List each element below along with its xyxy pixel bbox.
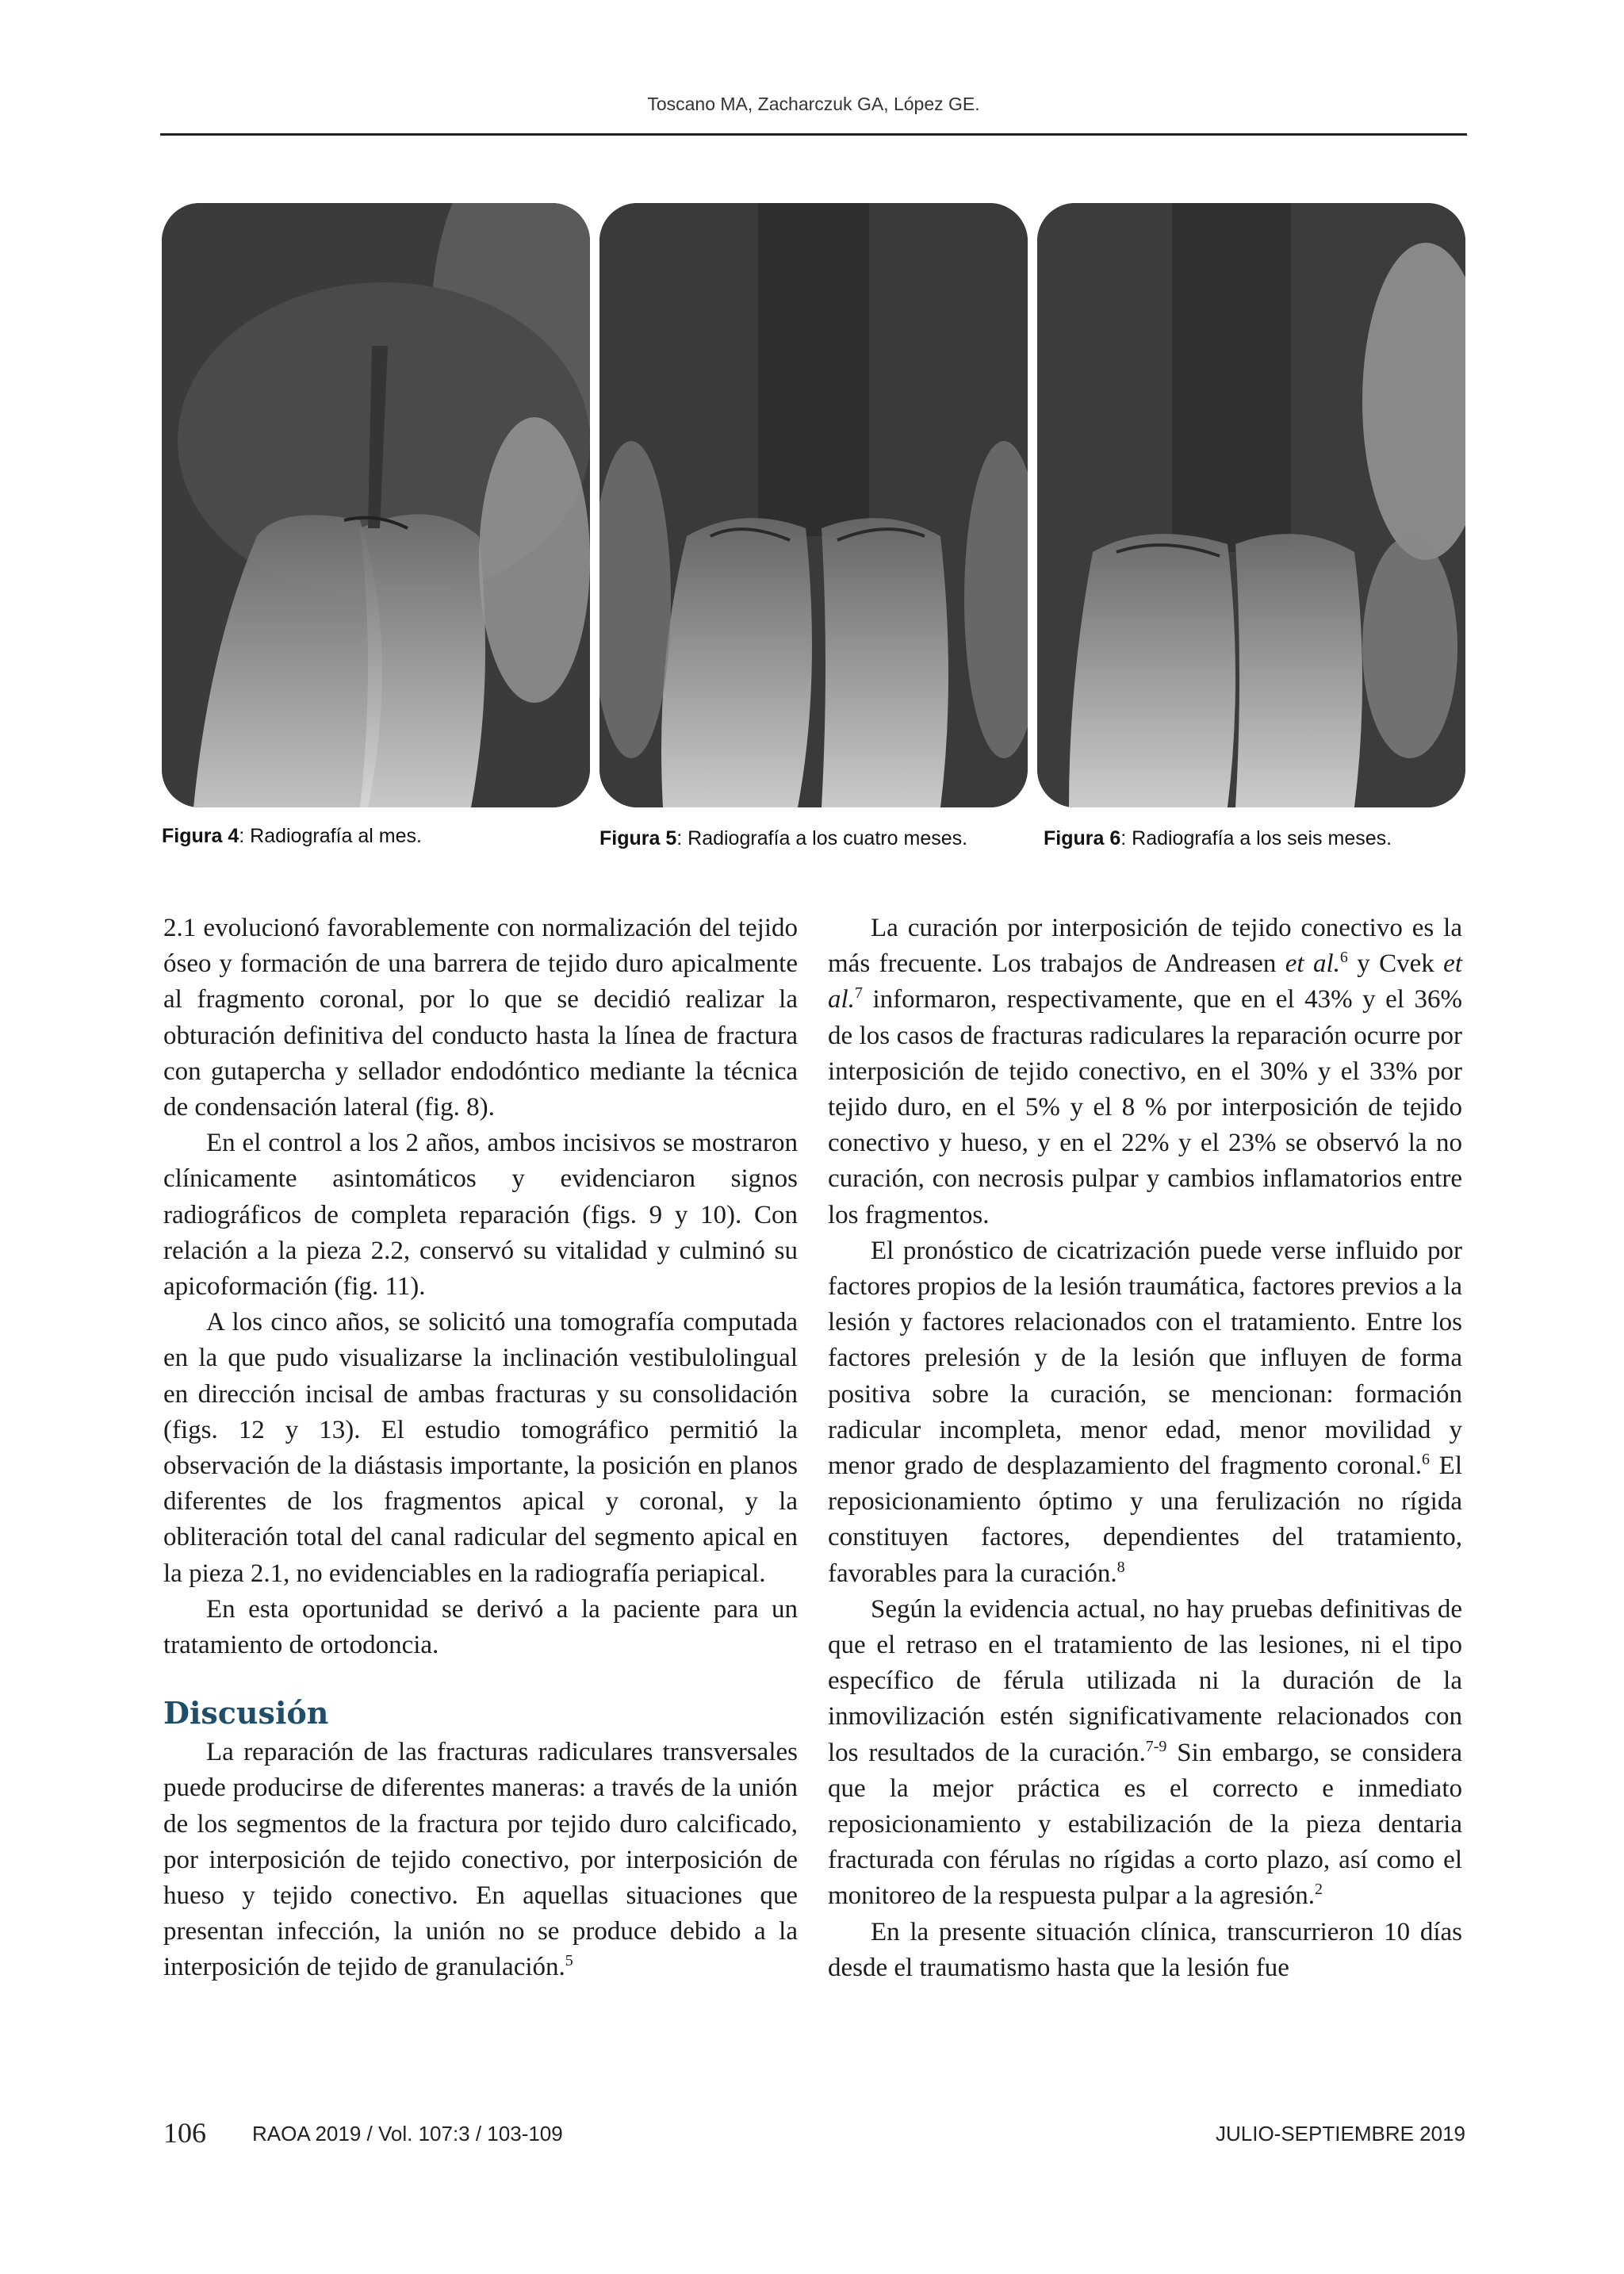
header-divider [160, 133, 1467, 136]
paragraph: En el control a los 2 años, ambos incisivos se mostraron clínicamente asintomáticos y evidenciaron signos radiográficos de completa reparación (figs. 9 y 10). Con relación a la pieza 2.2, conservó su vitalidad y culminó su apicoformación (fig. 11). [163, 1129, 798, 1302]
paragraph: En esta oportunidad se derivó a la paciente para un tratamiento de ortodoncia. [163, 1594, 798, 1660]
paragraph: En la presente situación clínica, transcurrieron 10 días desde el traumatismo hasta que la lesión fue [828, 1917, 1462, 1982]
figure-5-caption: Figura 5: Radiografía a los cuatro meses. [599, 827, 968, 849]
paragraph: 2.1 evolucionó favorablemente con normalización del tejido óseo y formación de una barrera de tejido duro apicalmente al fragmento coronal, por lo que se decidió realizar la obturación definitiva del conducto hasta la línea de fractura con gutapercha y sellador endodóntico mediante la técnica de condensación lateral (fig. 8). [163, 914, 798, 1122]
reference-5: 5 [565, 1952, 573, 1970]
page-number: 106 [163, 2117, 206, 2149]
figure-6-radiograph [1037, 203, 1465, 807]
figure-5-radiograph [599, 203, 1028, 807]
reference-2: 2 [1314, 1881, 1323, 1899]
left-column [163, 911, 798, 1986]
right-column [828, 911, 1462, 1986]
reference-8: 8 [1116, 1558, 1125, 1576]
figure-4-caption: Figura 4: Radiografía al mes. [162, 825, 422, 847]
figure-6-caption: Figura 6: Radiografía a los seis meses. [1044, 827, 1392, 849]
paragraph: El pronóstico de cicatrización puede verse influido por factores propios de la lesión traumática, factores previos a la lesión y factores relacionados con el tratamiento. Entre los factores prelesión y de la lesión que influyen de forma positiva sobre la curación, se mencionan: formación radicular incompleta, menor edad, menor movilidad y menor grado de desplazamiento del fragmento coronal.$^6$ El reposicionamiento óptimo y una ferulización no rígida constituyen factores, dependientes del tratamiento, favorables para la curación.$^8$ [828, 1236, 1462, 1588]
paragraph: La curación por interposición de tejido conectivo es la más frecuente. Los trabajos de Andreasen et al.$^6$ y Cvek et al.$^7$ informaron, respectivamente, que en el 43% y el 36% de los casos de fracturas radiculares la reparación ocurre por interposición de tejido conectivo, en el 30% y el 33% por tejido duro, en el 5% y el 8 % por interposición de tejido conectivo y hueso, y en el 22% y el 23% se observó la no curación, con necrosis pulpar y cambios inflamatorios entre los fragmentos. [828, 914, 1462, 1229]
reference-7: 7 [854, 984, 863, 1003]
paragraph: La reparación de las fracturas radiculares transversales puede producirse de diferentes maneras: a través de la unión de los segmentos de la fractura por tejido duro calcificado, por interposición de tejido conectivo, por interposición de hueso y tejido conectivo. En aquellas situaciones que presentan infección, la unión no se produce debido a la interposición de tejido de granulación.$^5$ [163, 1738, 798, 1982]
paragraph: A los cinco años, se solicitó una tomografía computada en la que pudo visualizarse la inclinación vestibulolingual en dirección incisal de ambas fracturas y su consolidación (figs. 12 y 13). El estudio tomográfico permitió la observación de la diástasis importante, la posición en planos diferentes de los fragmentos apical y coronal, y la obliteración total del canal radicular del segmento apical en la pieza 2.1, no evidenciables en la radiografía periapical. [163, 1308, 798, 1588]
section-title-discusion: Discusión [163, 1695, 329, 1731]
reference-6: 6 [1422, 1451, 1430, 1469]
figure-4-radiograph [162, 203, 590, 807]
journal-citation: RAOA 2019 / Vol. 107:3 / 103-109 [252, 2122, 563, 2146]
reference-7-9: 7-9 [1145, 1737, 1167, 1755]
reference-6: 6 [1339, 949, 1348, 967]
running-header: Toscano MA, Zacharczuk GA, López GE. [647, 94, 980, 114]
issue-date: JULIO-SEPTIEMBRE 2019 [1216, 2122, 1465, 2146]
paragraph: Según la evidencia actual, no hay pruebas definitivas de que el retraso en el tratamiento de las lesiones, ni el tipo específico de férula utilizada ni la duración de la inmovilización estén significativamente relacionados con los resultados de la curación.$^{7-9}$ Sin embargo, se considera que la mejor práctica es el correcto e inmediato reposicionamiento y estabilización de la pieza dentaria fracturada con férulas no rígidas a corto plazo, así como el monitoreo de la respuesta pulpar a la agresión.$^2$ [828, 1594, 1462, 1911]
